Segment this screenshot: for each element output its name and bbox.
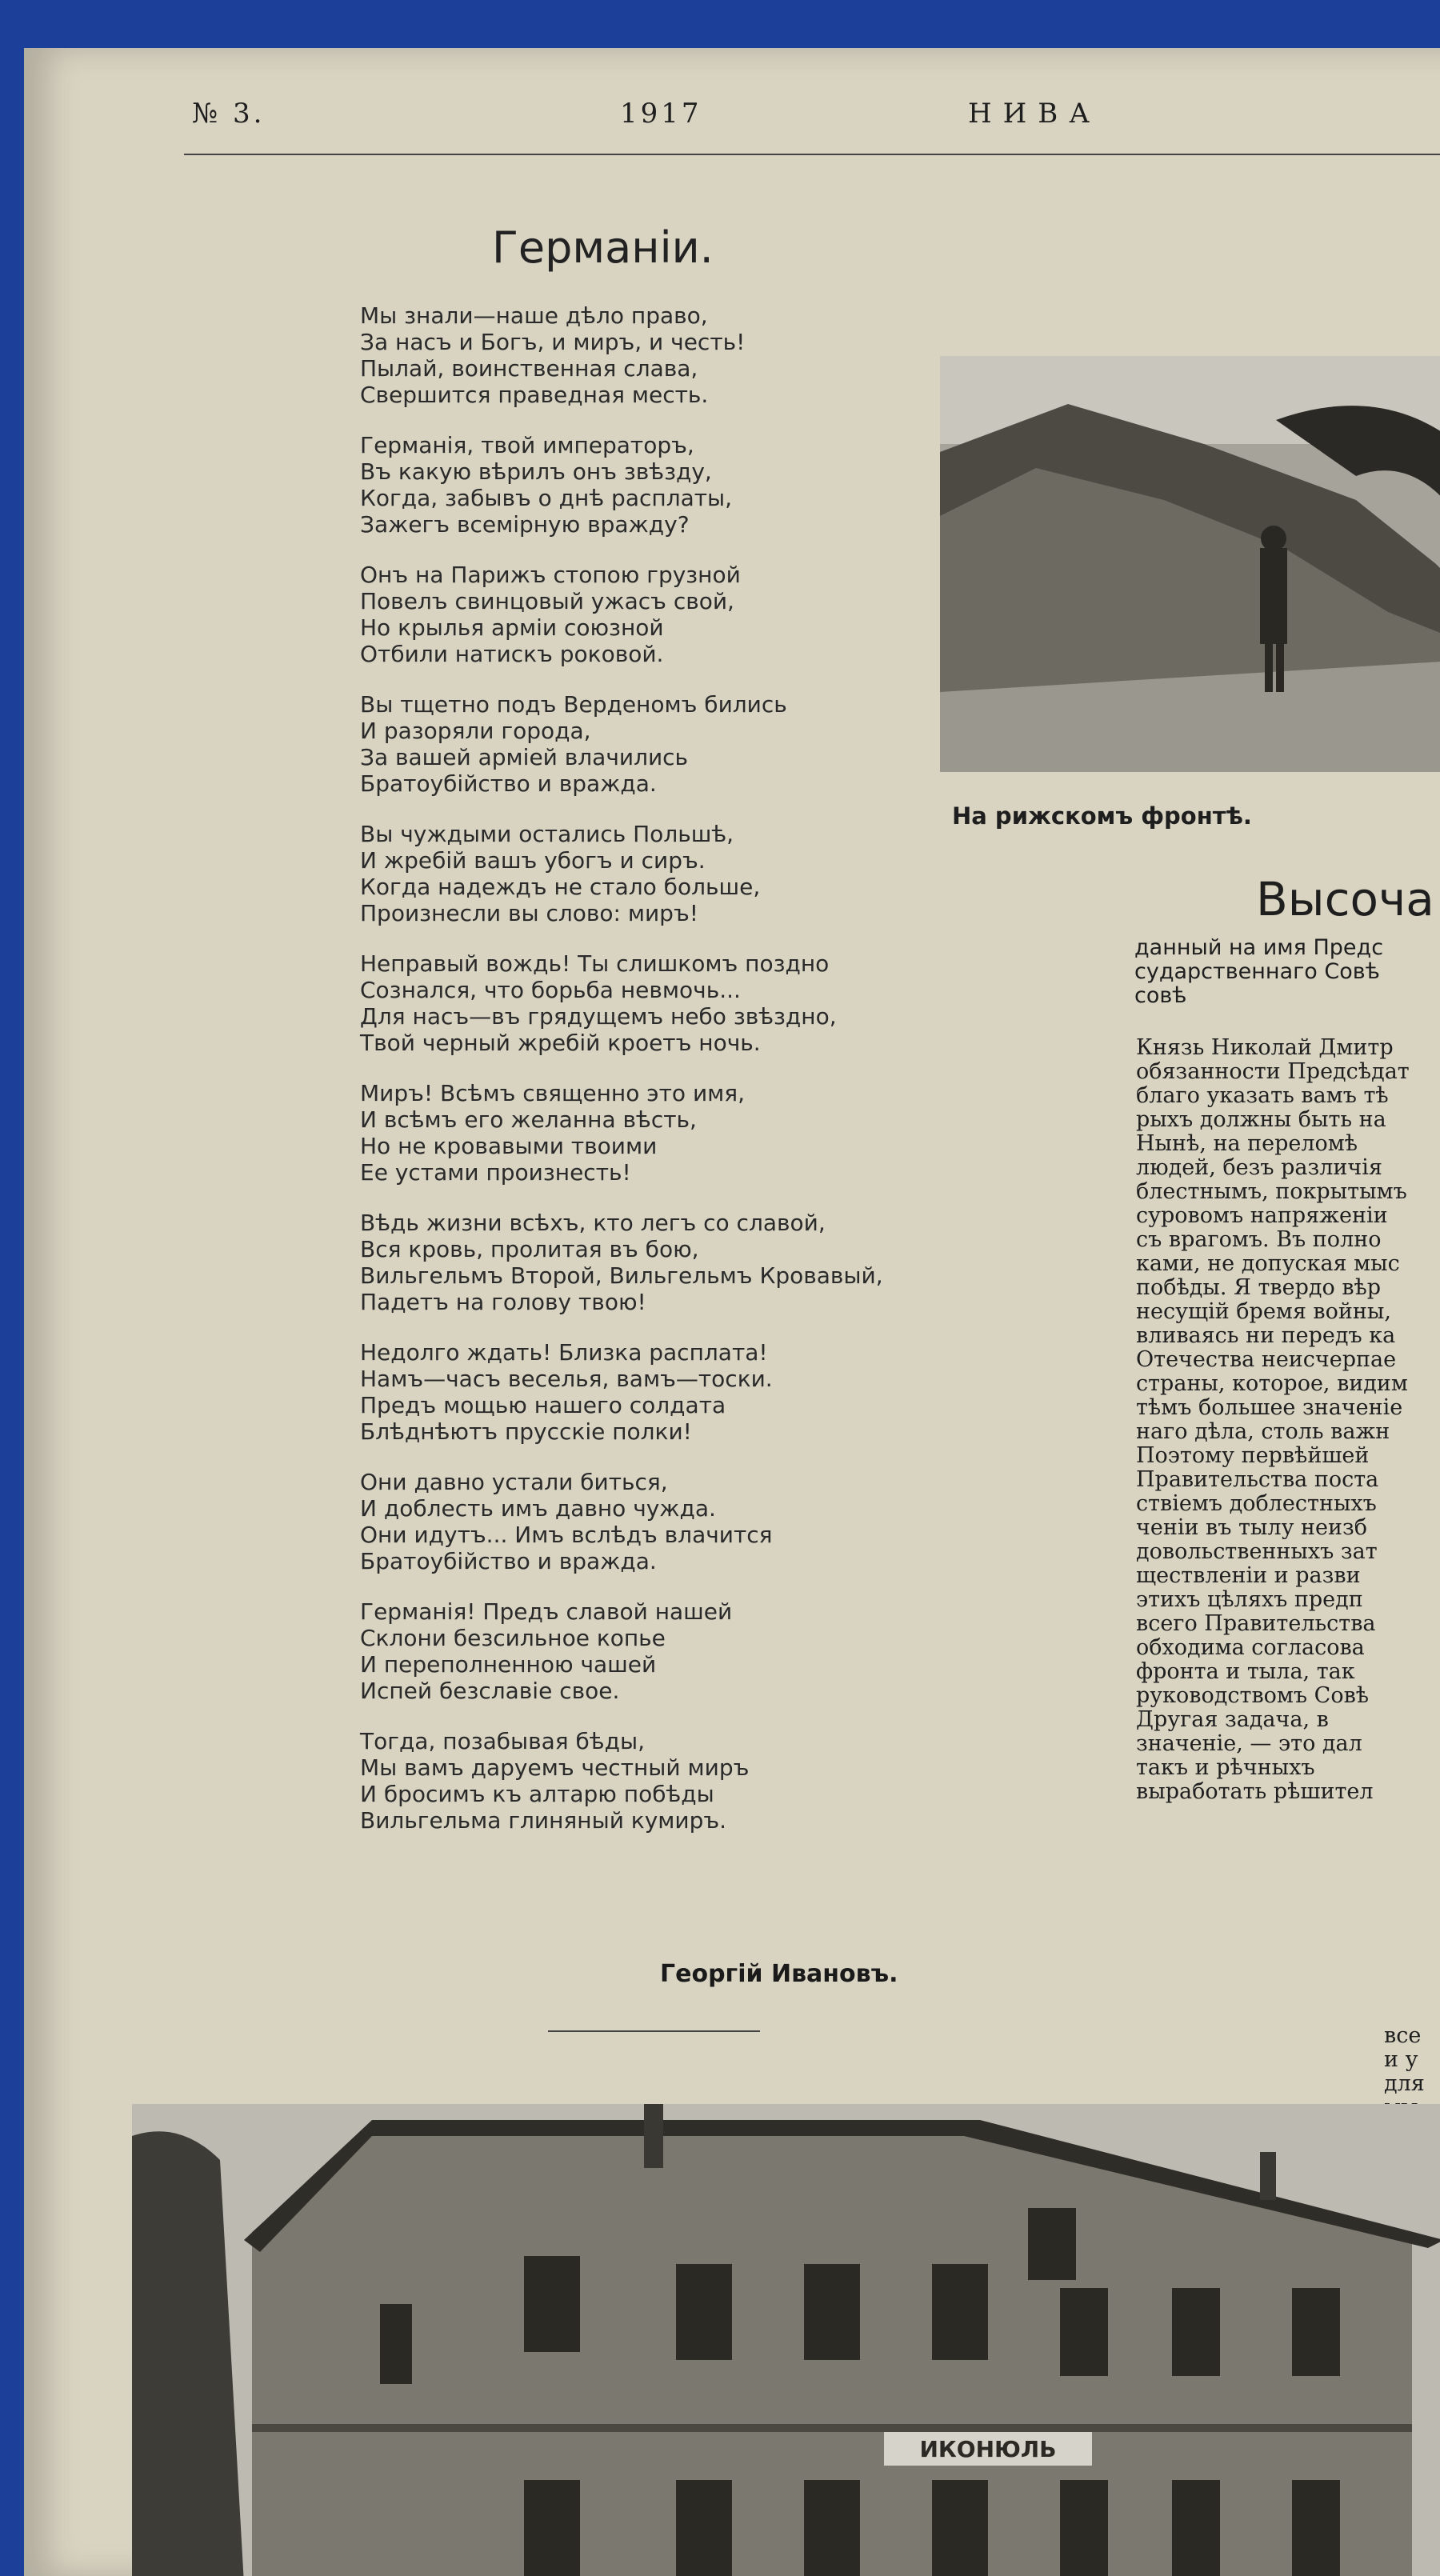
poem-line: Братоубiйство и вражда. [360, 1548, 657, 1574]
poem-line: Для насъ—въ грядущемъ небо звѣздно, [360, 1003, 837, 1030]
text-line: Князь Николай Дмитр [1136, 1035, 1394, 1060]
text-line: рыхъ должны быть на [1136, 1107, 1386, 1132]
poem-stanza [360, 562, 1040, 667]
text-line: этихъ цѣляхъ предп [1136, 1587, 1363, 1612]
text-line: всего Правительства [1136, 1611, 1376, 1636]
right-column-text [1136, 1036, 1410, 1804]
poem-line: Вѣдь жизни всѣхъ, кто легъ со славой, [360, 1210, 826, 1236]
text-line: ченiи въ тылу неизб [1136, 1515, 1367, 1540]
poem-line: Неправый вождь! Ты слишкомъ поздно [360, 950, 830, 977]
poem-body [360, 302, 1040, 1858]
issue-number: № 3. [192, 98, 266, 130]
poem-line: Они давно устали биться, [360, 1469, 668, 1495]
wooden-building-photo [132, 2104, 1440, 2576]
text-line: значенiе, — это дал [1136, 1731, 1362, 1756]
poem-line: И бросимъ къ алтарю побѣды [360, 1781, 714, 1807]
text-line: обходима согласова [1136, 1635, 1365, 1660]
text-line: довольственныхъ зат [1136, 1539, 1378, 1564]
riga-front-photo [940, 356, 1440, 772]
text-line: суровомъ напряженiи [1136, 1203, 1388, 1228]
poem-line: Мы вамъ даруемъ честный миръ [360, 1754, 750, 1781]
text-line: тѣмъ большее значенiе [1136, 1395, 1403, 1420]
poem-stanza [360, 1469, 1040, 1574]
poem-line: Но крылья армiи союзной [360, 614, 664, 641]
text-line: фронта и тыла, так [1136, 1659, 1355, 1684]
poem-line: Когда надеждъ не стало больше, [360, 874, 761, 900]
text-line: Отечества неисчерпае [1136, 1347, 1397, 1372]
poem-line: Мы знали—наше дѣло право, [360, 302, 708, 329]
poem-line: Но не кровавыми твоими [360, 1133, 658, 1159]
poem-line: Германiя! Предъ славой нашей [360, 1598, 733, 1625]
building-sign: ИКОНЮЛЬ [919, 2436, 1057, 2462]
poem-line: И всѣмъ его желанна вѣсть, [360, 1106, 697, 1133]
poem-author: Георгiй Ивановъ. [660, 1960, 898, 1988]
poem-line: Зажегъ всемiрную вражду? [360, 511, 690, 538]
poem-line: И разоряли города, [360, 718, 591, 744]
poem-line: Предъ мощью нашего солдата [360, 1392, 726, 1418]
text-line: людей, безъ различiя [1136, 1155, 1382, 1180]
header-rule [184, 154, 1440, 155]
poem-stanza [360, 1598, 1040, 1704]
text-line: страны, которое, видим [1136, 1371, 1408, 1396]
poem-line: Недолго ждать! Близка расплата! [360, 1339, 768, 1366]
poem-line: Вы чуждыми остались Польшѣ, [360, 821, 734, 847]
text-line: Правительства поста [1136, 1467, 1379, 1492]
poem-line: Ее устами произнесть! [360, 1159, 631, 1186]
poem-line: Повелъ свинцовый ужасъ свой, [360, 588, 734, 614]
poem-line: Вильгельма глиняный кумиръ. [360, 1807, 727, 1834]
text-line: и у [1384, 2047, 1418, 2072]
poem-line: И доблесть имъ давно чужда. [360, 1495, 716, 1522]
subheading-line: совѣ [1134, 983, 1187, 1008]
poem-stanza [360, 1728, 1040, 1834]
poem-line: Намъ—часъ веселья, вамъ—тоски. [360, 1366, 773, 1392]
poem-stanza [360, 821, 1040, 926]
text-line: такъ и рѣчныхъ [1136, 1755, 1315, 1780]
poem-line: За вашей армiей влачились [360, 744, 689, 770]
text-line: выработать рѣшител [1136, 1779, 1374, 1804]
text-line: ками, не допуская мыс [1136, 1251, 1400, 1276]
photo-caption: На рижскомъ фронтѣ. [952, 802, 1252, 830]
text-line: ществленiи и разви [1136, 1563, 1361, 1588]
issue-year: 1917 [620, 98, 702, 130]
newspaper-page [24, 48, 1440, 2576]
poem-line: Блѣднѣютъ прусскiе полки! [360, 1418, 692, 1445]
text-line: несущiй бремя войны, [1136, 1299, 1391, 1324]
right-column-heading: Высоча [1256, 872, 1434, 926]
right-column-subheading [1134, 936, 1383, 1008]
poem-line: Миръ! Всѣмъ священно это имя, [360, 1080, 746, 1106]
text-line: ствiемъ доблестныхъ [1136, 1491, 1377, 1516]
poem-line: Сознался, что борьба невмочь... [360, 977, 741, 1003]
poem-line: Отбили натискъ роковой. [360, 641, 664, 667]
poem-line: Пылай, воинственная слава, [360, 355, 698, 382]
poem-line: Испей безславiе свое. [360, 1678, 620, 1704]
poem-line: Свершится праведная месть. [360, 382, 709, 408]
poem-line: За насъ и Богъ, и миръ, и честь! [360, 329, 746, 355]
poem-line: И жребiй вашъ убогъ и сиръ. [360, 847, 706, 874]
poem-line: Падетъ на голову твою! [360, 1289, 646, 1315]
poem-line: Когда, забывъ о днѣ расплаты, [360, 485, 733, 511]
text-line: всe [1384, 2023, 1422, 2048]
poem-line: Германiя, твой императоръ, [360, 432, 694, 458]
poem-line: И переполненною чашей [360, 1651, 657, 1678]
text-line: блестнымъ, покрытымъ [1136, 1179, 1407, 1204]
text-line: Поэтому первѣйшей [1136, 1443, 1370, 1468]
poem-line: Произнесли вы слово: миръ! [360, 900, 698, 926]
poem-stanza [360, 950, 1040, 1056]
text-line: Нынѣ, на переломѣ [1136, 1131, 1358, 1156]
poem-stanza [360, 302, 1040, 408]
text-line: побѣды. Я твердо вѣр [1136, 1275, 1382, 1300]
poem-stanza [360, 432, 1040, 538]
text-line: обязанности Предсѣдат [1136, 1059, 1410, 1084]
poem-line: Твой черный жребiй кроетъ ночь. [360, 1030, 761, 1056]
poem-stanza [360, 1339, 1040, 1445]
poem-line: Они идутъ... Имъ вслѣдъ влачится [360, 1522, 773, 1548]
poem-line: Онъ на Парижъ стопою грузной [360, 562, 741, 588]
poem-line: Братоубiйство и вражда. [360, 770, 657, 797]
poem-title: Германiи. [492, 222, 714, 273]
text-line: руководствомъ Совѣ [1136, 1683, 1370, 1708]
poem-line: Вся кровь, пролитая въ бою, [360, 1236, 699, 1262]
text-line: для [1384, 2071, 1425, 2096]
poem-stanza [360, 1210, 1040, 1315]
poem-line: Вильгельмъ Второй, Вильгельмъ Кровавый, [360, 1262, 883, 1289]
poem-line: Тогда, позабывая бѣды, [360, 1728, 645, 1754]
text-line: съ врагомъ. Въ полно [1136, 1227, 1382, 1252]
magazine-title: НИВА [968, 98, 1102, 130]
poem-line: Вы тщетно подъ Верденомъ бились [360, 691, 787, 718]
poem-stanza [360, 691, 1040, 797]
section-divider [548, 2030, 760, 2032]
text-line: вливаясь ни передъ ка [1136, 1323, 1396, 1348]
text-line: Другая задача, в [1136, 1707, 1329, 1732]
poem-line: Въ какую вѣрилъ онъ звѣзду, [360, 458, 712, 485]
subheading-line: сударственнаго Совѣ [1134, 959, 1380, 984]
poem-line: Склони безсильное копье [360, 1625, 666, 1651]
poem-stanza [360, 1080, 1040, 1186]
subheading-line: данный на имя Предс [1134, 935, 1384, 960]
text-line: благо указать вамъ тѣ [1136, 1083, 1389, 1108]
text-line: наго дѣла, столь важн [1136, 1419, 1390, 1444]
